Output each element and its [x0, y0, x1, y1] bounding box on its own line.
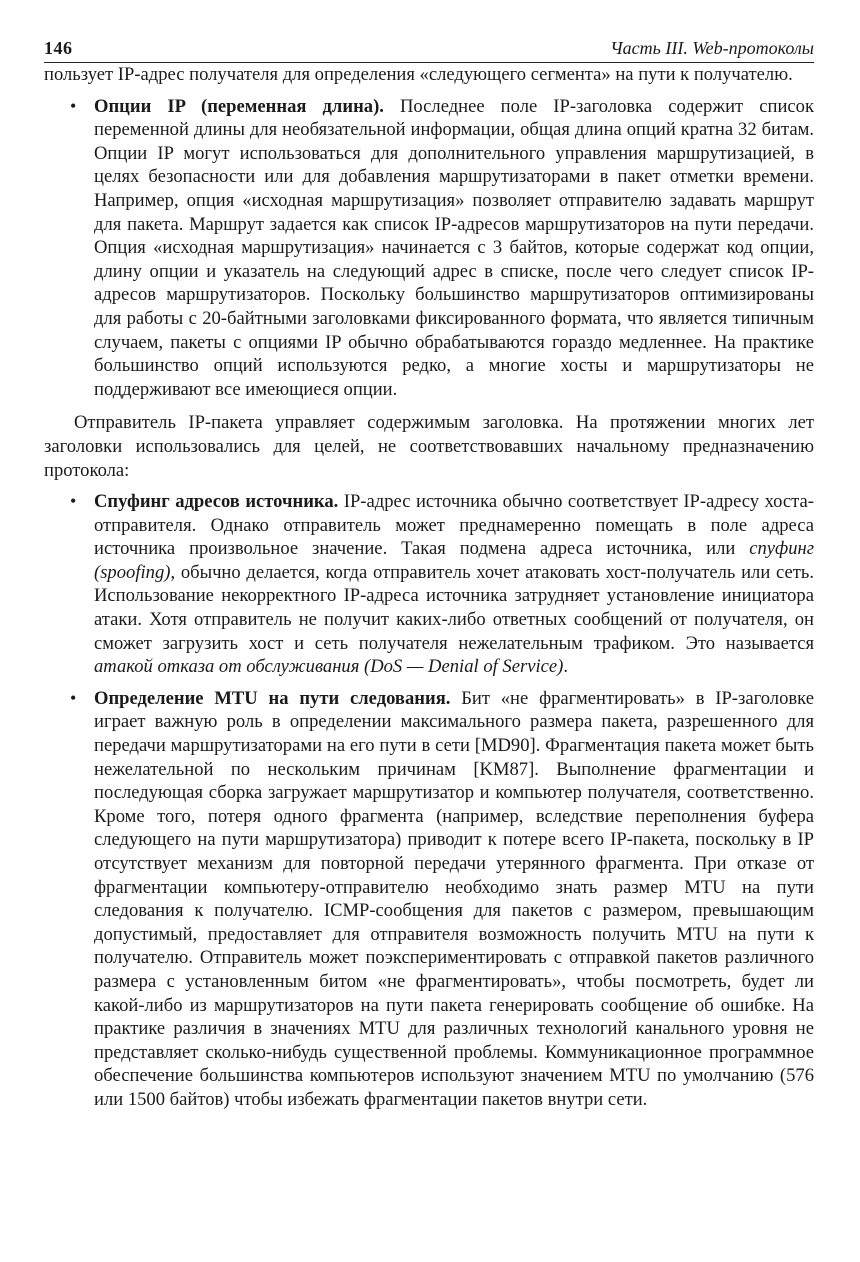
bullet-list-header-misuse: [44, 490, 814, 1111]
bullet-icon: •: [70, 687, 77, 708]
term-ip-options: Опции IP (переменная длина).: [94, 95, 384, 117]
book-page: [44, 38, 814, 1112]
italic-spoofing-term: спуфинг (spoofing): [94, 538, 814, 583]
page-header: [44, 38, 814, 63]
page-body: [44, 63, 814, 1112]
text-spoofing-b: , обычно делается, когда отправитель хочет атаковать хост-получатель или сеть. Использование некорректного IP-адреса источника затрудняет установление инициатора атаки. Хотя отправитель не получит каких-либо ответных сообщений от получателя, он сможет загрузить хост и сеть получателя нежелательным трафиком. Это называется: [94, 561, 814, 654]
bullet-icon: •: [70, 491, 77, 512]
italic-dos-term: атакой отказа от обслуживания (DoS — Denial of Service): [94, 656, 564, 678]
bullet-list-ip-options: [44, 95, 814, 402]
body-paragraph: Отправитель IP-пакета управляет содержимым заголовка. На протяжении многих лет заголовки использовались для целей, не соответствовавших начальному предназначению протокола:: [44, 412, 814, 481]
page-number: 146: [44, 38, 73, 58]
term-mtu: Определение MTU на пути следования.: [94, 687, 451, 709]
list-item-ip-options: [70, 95, 814, 402]
continued-bullet-text: пользует IP-адрес получателя для определения «следующего сегмента» на пути к получателю.: [44, 64, 793, 85]
text-spoofing-a: IP-адрес источника обычно соответствует IP-адресу хоста-отправителя. Однако отправитель может преднамеренно помещать в поле адреса источника произвольное значение. Такая подмена адреса источника, или: [94, 491, 814, 560]
bullet-icon: •: [70, 95, 77, 116]
text-mtu: Бит «не фрагментировать» в IP-заголовке играет важную роль в определении максимального размера пакета, разрешенного для передачи маршрутизаторами на его пути в сети [MD90]. Фрагментация пакета может быть нежелательной по нескольким причинам [KM87]. Выполнение фрагментации и последующая сборка загружает маршрутизатор и компьютер получателя, соответственно. Кроме того, потеря одного фрагмента (например, вследствие переполнения буфера следующего на пути маршрутизатора) приводит к потере всего IP-пакета, поскольку в IP отсутствует механизм для повторной передачи утерянного фрагмента. При отказе от фрагментации компьютеру-отправителю необходимо знать размер MTU на пути следования к получателю. ICMP-сообщения для пакетов с размером, превышающим допустимый, предоставляет для отправителя возможность получить MTU на пути к получателю. Отправитель может поэкспериментировать с отправкой пакетов различного размера с установленным битом «не фрагментировать», чтобы посмотреть, будет ли какой-либо из маршрутизаторов на пути пакета генерировать сообщение об ошибке. На практике различия в значениях MTU для различных технологий канального уровня не представляет сколько-нибудь существенной проблемы. Коммуникационное программное обеспечение большинства компьютеров используют значением MTU по умолчанию (576 или 1500 байтов) чтобы избежать фрагментации пакетов внутри сети.: [94, 687, 814, 1110]
term-spoofing: Спуфинг адресов источника.: [94, 491, 339, 513]
list-item-mtu: [70, 687, 814, 1112]
text-ip-options: Последнее поле IP-заголовка содержит список переменной длины для необязательной информации, общая длина опций кратна 32 битам. Опции IP могут использоваться для дополнительного управления маршрутизацией, в целях безопасности или для добавления маршрутизаторами в пакет отметки времени. Например, опция «исходная маршрутизация» позволяет отправителю задавать маршрут для пакета. Маршрут задается как список IP-адресов маршрутизаторов на пути передачи. Опция «исходная маршрутизация» начинается с 3 байтов, которые содержат код опции, длину опции и указатель на следующий адрес в списке, после чего следует список IP-адресов маршрутизаторов. Поскольку большинство маршрутизаторов оптимизированы для работы с 20-байтными заголовками фиксированного формата, что является типичным случаем, пакеты с опциями IP обычно обрабатываются гораздо медленнее. На практике большинство опций используются редко, а многие хосты и маршрутизаторы не поддерживают все имеющиеся опции.: [94, 95, 814, 400]
text-spoofing-c: .: [563, 656, 568, 678]
running-title: Часть III. Web-протоколы: [610, 38, 814, 58]
list-item-spoofing: [70, 490, 814, 679]
